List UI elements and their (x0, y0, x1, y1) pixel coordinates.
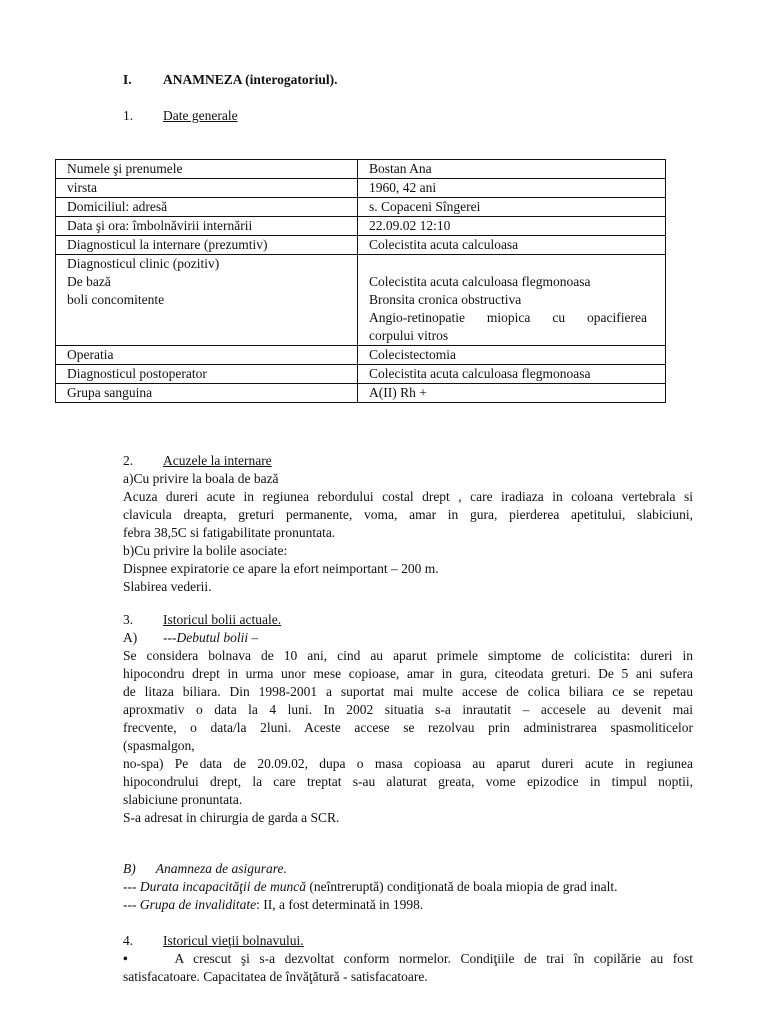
table-value-text: corpului vitros (369, 328, 449, 343)
section-2-a-line: febra 38,5C si fatigabilitate pronuntata. (123, 525, 336, 540)
section-4-line (123, 950, 693, 968)
section-3-title: Istoricul bolii actuale. (163, 612, 282, 627)
section-3-line: S-a adresat in chirurgia de garda a SCR. (123, 810, 340, 825)
table-value-text: Bostan Ana (369, 161, 432, 176)
section-3-line: frecvente, o data/la 2luni. Aceste accese se rezolvau prin administrarea spasmoliticelor (123, 720, 693, 735)
section-3-line: no-spa) Pe data de 20.09.02, dupa o masa copioasa au aparut dureri acute in regiunea (123, 756, 693, 771)
section-4-number: 4. (123, 933, 134, 948)
table-value-text: Bronsita cronica obstructiva (369, 292, 522, 307)
section-b-line-2 (123, 896, 693, 914)
table-label-text: Data şi ora: îmbolnăvirii internării (67, 218, 253, 233)
table-label-cell (56, 236, 358, 255)
table-label-text: Diagnosticul postoperator (67, 366, 207, 381)
table-value-cell (358, 179, 666, 198)
section-3-line: (spasmalgon, (123, 738, 195, 753)
dash-prefix: --- (123, 897, 140, 912)
table-value-cell (358, 384, 666, 403)
section-b-title: B) Anamneza de asigurare. (123, 861, 287, 876)
incapacity-text: (neîntreruptă) condiţionată de boala miopia de grad inalt. (305, 879, 618, 894)
table-label-text: boli concomitente (67, 292, 165, 307)
section-1-number: 1. (123, 108, 134, 123)
section-3-line: aproxmativ o data la 4 luni. In 2002 situatia s-a inrautatit – accesele au devenit mai (123, 702, 693, 717)
invalidity-text: : II, a fost determinată in 1998. (256, 897, 424, 912)
table-value-text: Colecistectomia (369, 347, 456, 362)
incapacity-label: Durata incapacităţii de muncă (139, 879, 306, 894)
section-4 (123, 932, 693, 986)
table-value-text: 22.09.02 12:10 (369, 218, 451, 233)
table-label-text: virsta (67, 180, 97, 195)
table-label-text: Diagnosticul clinic (pozitiv) (67, 256, 220, 271)
section-3-line: hipocondru drept in urma unor mese copioase, amar in gura, citeodata greturi. De 5 ani sufera (123, 666, 693, 681)
section-3-line: hipocondrului drept, la care treptat s-au alaturat greata, vome epizodice in timpul noptii, (123, 774, 693, 789)
table-value-text (369, 255, 665, 273)
table-value-cell (358, 217, 666, 236)
section-3-a-letter: A) (123, 630, 138, 645)
table-value-cell (358, 365, 666, 384)
table-label-text: De bază (67, 274, 111, 289)
table-value-text: Colecistita acuta calculoasa (369, 237, 519, 252)
section-2-number: 2. (123, 453, 134, 468)
table-label-cell (56, 255, 358, 346)
section-2 (123, 452, 693, 596)
section-2-b-line: Slabirea vederii. (123, 579, 212, 594)
section-2-a-line: Acuza dureri acute in regiunea rebordului costal drept , care iradiaza in coloana vertebrala si (123, 489, 693, 504)
table-row (56, 384, 666, 403)
table-label-cell (56, 217, 358, 236)
section-4-line-text: A crescut şi s-a dezvoltat conform normelor. Condiţiile de trai în copilărie au fost (127, 951, 693, 966)
section-2-title: Acuzele la internare (163, 453, 272, 468)
table-label-cell (56, 179, 358, 198)
section-3-line: Se considera bolnava de 10 ani, cind au aparut primele simptome de colicistita: dureri in (123, 648, 693, 663)
section-3-a-title: ---Debutul bolii – (163, 630, 259, 645)
table-label-text: Domiciliul: adresă (67, 199, 168, 214)
section-3 (123, 611, 693, 827)
general-data-table (55, 159, 666, 403)
table-value-text: 1960, 42 ani (369, 180, 437, 195)
section-2-b-line: Dispnee expiratorie ce apare la efort neimportant – 200 m. (123, 561, 439, 576)
table-row (56, 160, 666, 179)
table-row (56, 236, 666, 255)
table-row (56, 346, 666, 365)
table-label-cell (56, 346, 358, 365)
table-value-cell (358, 160, 666, 179)
table-value-text: s. Copaceni Sîngerei (369, 199, 481, 214)
table-value-text: A(II) Rh + (369, 385, 427, 400)
section-1-title: Date generale (163, 108, 238, 123)
heading-roman: I. (123, 72, 132, 87)
table-label-cell (56, 198, 358, 217)
section-b-line-1 (123, 878, 693, 896)
table-value-text: Colecistita acuta calculoasa flegmonoasa (369, 274, 591, 289)
table-value-cell (358, 198, 666, 217)
bullet-icon: • (123, 951, 128, 966)
table-row (56, 255, 666, 346)
section-3-number: 3. (123, 612, 134, 627)
section-4-line: satisfacatoare. Capacitatea de învăţătură - satisfacatoare. (123, 969, 428, 984)
section-4-title: Istoricul vieţii bolnavului. (163, 933, 304, 948)
section-3-line: de litaza biliara. Din 1998-2001 a suportat mai multe accese de colica biliara ce se repetau (123, 684, 693, 699)
main-heading (123, 71, 338, 89)
section-b (123, 860, 693, 914)
table-label-text: Diagnosticul la internare (prezumtiv) (67, 237, 268, 252)
heading-title: ANAMNEZA (interogatoriul). (163, 72, 338, 87)
table-label-cell (56, 384, 358, 403)
table-row (56, 365, 666, 384)
section-2-b-title: b)Cu privire la bolile asociate: (123, 543, 288, 558)
section-3-line: slabiciune pronuntata. (123, 792, 243, 807)
table-label-cell (56, 365, 358, 384)
table-value-cell (358, 346, 666, 365)
table-label-text: Operatia (67, 347, 114, 362)
table-row (56, 179, 666, 198)
table-value-cell (358, 255, 666, 346)
table-row (56, 217, 666, 236)
section-1-heading (123, 107, 238, 125)
table-label-text: Numele şi prenumele (67, 161, 183, 176)
table-label-cell (56, 160, 358, 179)
table-label-text: Grupa sanguina (67, 385, 153, 400)
dash-prefix: --- (123, 879, 140, 894)
table-row (56, 198, 666, 217)
table-value-text: Colecistita acuta calculoasa flegmonoasa (369, 366, 591, 381)
section-2-a-line: clavicula dreapta, greturi permanente, voma, amar in gura, pierderea apetitului, slabiciuni, (123, 507, 693, 522)
invalidity-label: Grupa de invaliditate (139, 897, 257, 912)
table-value-text: Angio-retinopatie miopica cu opacifierea (369, 310, 647, 325)
section-2-a-title: a)Cu privire la boala de bază (123, 471, 279, 486)
table-value-cell (358, 236, 666, 255)
